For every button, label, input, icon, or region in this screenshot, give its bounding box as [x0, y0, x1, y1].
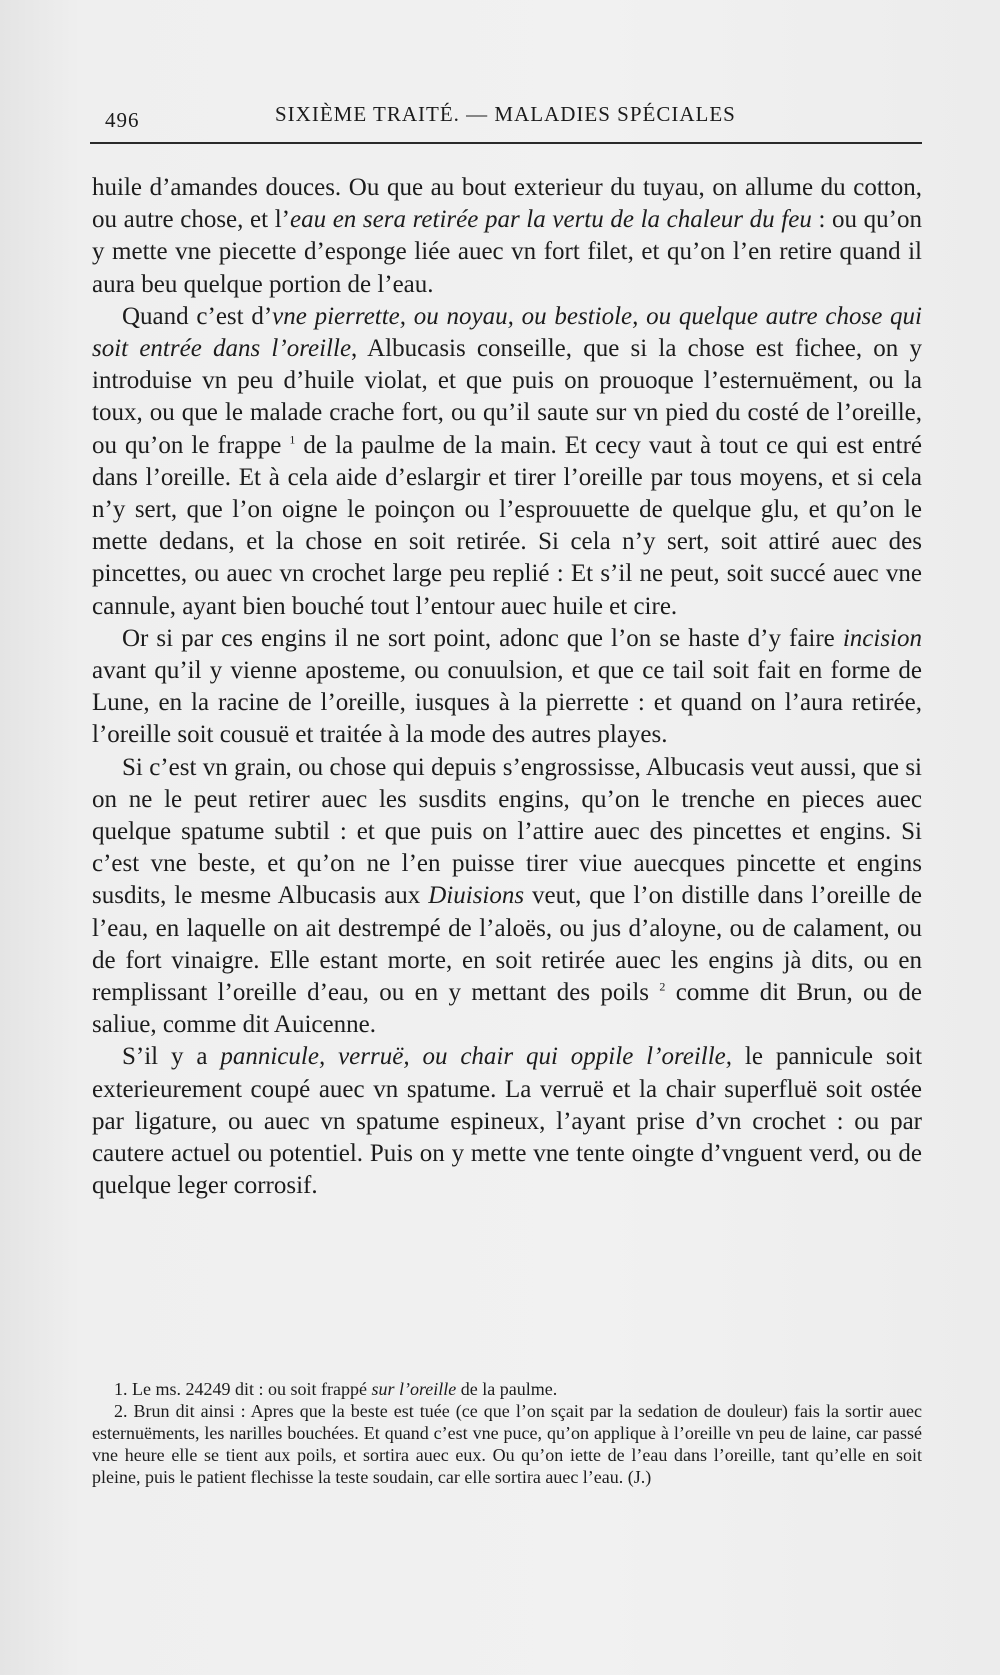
footnote-1 [92, 1378, 922, 1400]
footnote-ref-1[interactable]: 1 [289, 432, 296, 447]
running-title: SIXIÈME TRAITÉ. — MALADIES SPÉCIALES [275, 102, 736, 126]
italic-span: Diuisions [428, 882, 525, 910]
text-span: le pannicule soit exterieurement coupé auec vn spatume. La verruë et la chair superfluë soit ostée par ligature, ou auec vn spatume espineux, l’ayant prise d’vn crochet : ou par cautere actuel ou potentiel. Puis on y mette vne tente oingte d’vnguent verd, ou de quelque leger corrosif. [92, 1043, 923, 1200]
paragraph-2 [92, 301, 922, 623]
paragraph-5 [92, 1041, 922, 1202]
text-span: S’il y a [122, 1043, 221, 1071]
text-span: comme dit Brun, ou de saliue, comme dit Auicenne. [92, 979, 922, 1039]
text-span: Si c’est vn grain, ou chose qui depuis s’engrossisse, Albucasis veut aussi, que si on ne le peut retirer auec les susdits engins, qu’on le trenche en pieces auec quelque spatume subtil : et que puis on l’attire auec des pincettes et engins. Si c’est vne beste, et qu’on ne l’en puisse tirer viue auecques pincette et engins susdits, le mesme Albucasis aux [92, 753, 922, 910]
text-span: , Albucasis conseille, que si la chose est fichee, on y introduise vn peu d’huile violat, et que puis on prouoque l’esternuëment, ou la toux, ou que le malade crache fort, ou qu’il saute sur vn pied du costé de l’oreille, ou qu’on le frappe [92, 335, 923, 459]
italic-span: sur l’oreille [371, 1379, 457, 1399]
text-span: huile d’amandes douces. Ou que au bout exterieur du tuyau, on allume du cotton, ou autre chose, et l’ [92, 174, 922, 234]
text-span: avant qu’il y vienne aposteme, ou conuulsion, et que ce tail soit fait en forme de Lune, en la racine de l’oreille, iusques à la pierrette : et quand on l’aura retirée, l’oreille soit cousuë et traitée à la mode des autres playes. [92, 657, 922, 749]
paragraph-3 [92, 623, 922, 752]
footnotes [92, 1378, 922, 1488]
paragraph-4 [92, 752, 922, 1042]
header-rule [90, 142, 922, 144]
italic-span: eau en sera retirée par la vertu de la chaleur du feu [289, 206, 812, 234]
text-span: : ou qu’on y mette vne piecette d’esponge liée auec vn fort filet, et qu’on l’en retire quand il aura beu quelque portion de l’eau. [92, 206, 923, 298]
running-header [105, 102, 920, 138]
italic-span: incision [842, 624, 922, 652]
main-text [92, 172, 922, 1203]
text-span: Quand c’est d’ [122, 302, 273, 330]
footnote-2 [92, 1400, 922, 1488]
text-span: de la paulme de la main. Et cecy vaut à tout ce qui est entré dans l’oreille. Et à cela aide d’eslargir et tirer l’oreille par tous moyens, et si cela n’y sert, que l’on oigne le poinçon ou l’esprouuette de quelque glu, et qu’on le mette dedans, et la chose en soit retirée. Si cela n’y sert, soit attiré auec des pincettes, ou auec vn crochet large peu replié : Et s’il ne peut, soit succé auec vne cannule, ayant bien bouché tout l’entour auec huile et cire. [92, 431, 923, 620]
footnote-ref-2[interactable]: 2 [659, 979, 666, 994]
text-span: veut, que l’on distille dans l’oreille de l’eau, en laquelle on ait destrempé de l’aloës, ou jus d’aloyne, ou de calament, ou de fort vinaigre. Elle estant morte, en soit retirée auec les engins jà dits, ou en remplissant l’oreille d’eau, ou en y mettant des poils [92, 882, 923, 1007]
text-span: de la paulme. [456, 1379, 558, 1399]
paragraph-1 [92, 172, 922, 301]
text-span: 1. Le ms. 24249 dit : ou soit frappé [114, 1379, 372, 1399]
text-span: Or si par ces engins il ne sort point, adonc que l’on se haste d’y faire [122, 624, 843, 652]
page-number: 496 [105, 108, 140, 132]
italic-span: vne pierrette, ou noyau, ou bestiole, ou quelque autre chose qui soit entrée dans l’oreille [92, 302, 922, 363]
italic-span: pannicule, verruë, ou chair qui oppile l’oreille, [220, 1043, 733, 1071]
text-span: 2. Brun dit ainsi : Apres que la beste est tuée (ce que l’on sçait par la sedation de douleur) fais la sortir auec esternuëments, les narilles bouchées. Et quand c’est vne puce, qu’on applique à l’oreille vn peu de laine, car passé vne heure elle se tient aux poils, et sortira auec eux. Ou qu’on iette de l’eau dans l’oreille, tant qu’elle en soit pleine, puis le patient flechisse la teste soudain, car elle sortira auec l’eau. (J.) [92, 1401, 922, 1487]
